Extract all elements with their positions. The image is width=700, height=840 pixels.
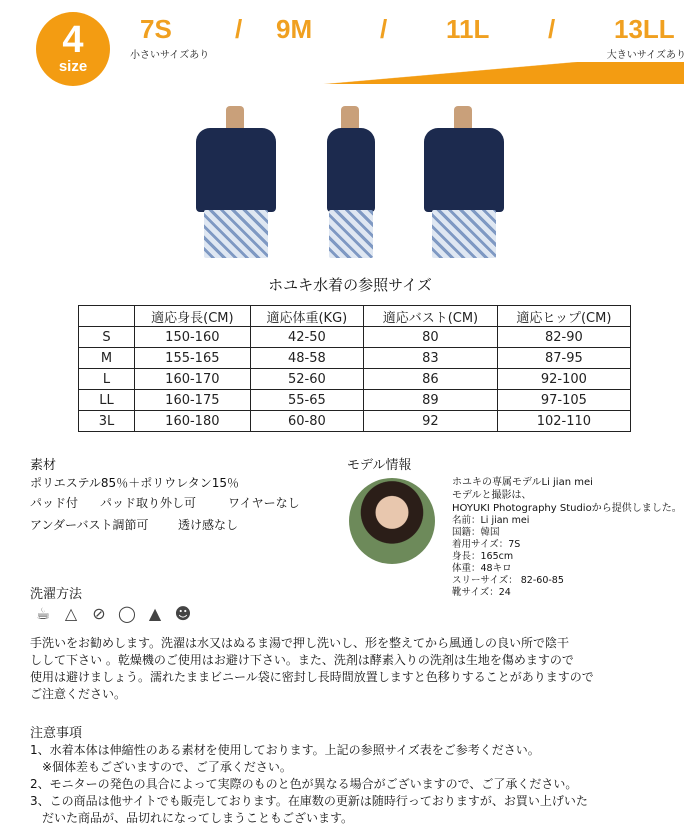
table-row bbox=[79, 369, 631, 390]
size-9m: 9M bbox=[276, 14, 313, 44]
material-feature: アンダーバスト調節可 bbox=[30, 518, 149, 532]
table-cell: 89 bbox=[364, 390, 498, 411]
model-lead: モデルと撮影は、 bbox=[452, 490, 532, 501]
table-header: 適応身長(CM) bbox=[135, 306, 251, 327]
size-7s: 7S bbox=[140, 14, 172, 44]
material-title: 素材 bbox=[30, 458, 57, 473]
notes-line: 1、水着本体は伸縮性のある素材を使用しております。上記の参照サイズ表をご参考ください。 bbox=[30, 743, 540, 757]
table-row bbox=[79, 348, 631, 369]
no-tumble-dry-icon: ⊘ bbox=[92, 604, 106, 623]
model-title: モデル情報 bbox=[347, 458, 412, 473]
table-cell: 60-80 bbox=[250, 411, 363, 432]
table-cell: 160-180 bbox=[135, 411, 251, 432]
table-cell: 160-170 bbox=[135, 369, 251, 390]
table-cell: S bbox=[79, 327, 135, 348]
washing-line: 手洗いをお勧めします。洗濯は水又はぬるま湯で押し洗いし、形を整えてから風通しの良い所で陰干 bbox=[30, 636, 570, 650]
badge-number: 4 bbox=[62, 19, 84, 61]
table-row bbox=[79, 390, 631, 411]
table-cell: LL bbox=[79, 390, 135, 411]
table-cell: M bbox=[79, 348, 135, 369]
table-cell: 55-65 bbox=[250, 390, 363, 411]
size-range bbox=[128, 14, 688, 44]
size-count-badge bbox=[36, 12, 110, 86]
size-11l: 11L bbox=[446, 14, 490, 44]
material-composition: ポリエステル85％＋ポリウレタン15％ bbox=[30, 476, 239, 490]
size-13ll: 13LL bbox=[614, 14, 675, 44]
washing-line: 使用は避けましょう。濡れたままビニール袋に密封し長時間放置しますと色移りすることがありますので bbox=[30, 670, 594, 684]
table-cell: 150-160 bbox=[135, 327, 251, 348]
table-cell: 97-105 bbox=[497, 390, 630, 411]
product-photo-side bbox=[301, 100, 401, 265]
notes-text bbox=[30, 742, 588, 827]
size-table-title: ホユキ水着の参照サイズ bbox=[268, 276, 432, 294]
product-photo-back bbox=[414, 100, 514, 265]
table-cell: 160-175 bbox=[135, 390, 251, 411]
notes-line: 2、モニターの発色の具合によって実際のものと色が異なる場合がございますので、ご了承ください。 bbox=[30, 777, 578, 791]
table-cell: 155-165 bbox=[135, 348, 251, 369]
size-separator: / bbox=[548, 14, 556, 44]
material-feature: パッド取り外し可 bbox=[100, 496, 197, 510]
hand-wash-icon: ☕ bbox=[35, 604, 51, 623]
washing-text bbox=[30, 635, 594, 703]
model-lead: ホユキの専属モデルLi jian mei bbox=[452, 477, 593, 488]
table-header: 適応バスト(CM) bbox=[364, 306, 498, 327]
accent-bar bbox=[128, 62, 684, 84]
model-detail: 名前：Li jian mei bbox=[452, 515, 530, 526]
table-cell: 83 bbox=[364, 348, 498, 369]
table-cell: 42-50 bbox=[250, 327, 363, 348]
washing-line: しして下さい 。乾燥機のご使用はお避け下さい。また、洗剤は酵素入りの洗剤は生地を傷めますので bbox=[30, 653, 574, 667]
size-separator: / bbox=[380, 14, 388, 44]
size-table bbox=[78, 305, 631, 432]
model-detail: スリーサイズ： 82-60-85 bbox=[452, 575, 564, 586]
large-size-note: 大きいサイズあり bbox=[606, 50, 686, 61]
table-cell: 3L bbox=[79, 411, 135, 432]
material-feature: ワイヤーなし bbox=[228, 496, 300, 510]
model-detail: 靴サイズ：24 bbox=[452, 587, 511, 598]
product-photo-front bbox=[186, 100, 286, 265]
no-iron-icon: ▲ bbox=[148, 604, 162, 623]
table-header bbox=[79, 306, 135, 327]
table-cell: 102-110 bbox=[497, 411, 630, 432]
no-bleach-icon: △ bbox=[64, 604, 78, 623]
model-lead: HOYUKI Photography Studioから提供しました。 bbox=[452, 503, 682, 514]
table-header: 適応体重(KG) bbox=[250, 306, 363, 327]
table-cell: 92-100 bbox=[497, 369, 630, 390]
washing-title: 洗濯方法 bbox=[30, 587, 83, 602]
model-detail: 国籍：韓国 bbox=[452, 527, 500, 538]
no-dry-clean-icon: ◯ bbox=[118, 604, 136, 623]
material-feature: 透け感なし bbox=[178, 518, 239, 532]
washing-line: ご注意ください。 bbox=[30, 687, 127, 701]
model-detail: 身長：165cm bbox=[452, 551, 514, 562]
badge-label: size bbox=[58, 58, 88, 75]
table-row bbox=[79, 411, 631, 432]
notes-line: だいた商品が、品切れになってしまうこともございます。 bbox=[30, 811, 354, 825]
notes-line: ※個体差もございますので、ご了承ください。 bbox=[30, 760, 292, 774]
table-row bbox=[79, 327, 631, 348]
table-cell: 82-90 bbox=[497, 327, 630, 348]
table-header: 適応ヒップ(CM) bbox=[497, 306, 630, 327]
small-size-note: 小さいサイズあり bbox=[130, 50, 210, 61]
table-cell: 86 bbox=[364, 369, 498, 390]
table-header-row bbox=[79, 306, 631, 327]
notes-line: 3、この商品は他サイトでも販売しております。在庫数の更新は随時行っておりますが、お買い上げいた bbox=[30, 794, 588, 808]
model-info bbox=[452, 476, 682, 599]
table-cell: 48-58 bbox=[250, 348, 363, 369]
care-icons bbox=[32, 604, 200, 626]
model-avatar bbox=[349, 478, 435, 564]
material-feature: パッド付 bbox=[30, 496, 79, 510]
dry-flat-icon: ☻ bbox=[174, 604, 192, 623]
size-separator: / bbox=[235, 14, 243, 44]
table-cell: 52-60 bbox=[250, 369, 363, 390]
model-detail: 体重：48キロ bbox=[452, 563, 512, 574]
table-cell: L bbox=[79, 369, 135, 390]
table-cell: 80 bbox=[364, 327, 498, 348]
model-detail: 着用サイズ：7S bbox=[452, 539, 521, 550]
table-cell: 87-95 bbox=[497, 348, 630, 369]
notes-title: 注意事項 bbox=[30, 726, 83, 741]
table-cell: 92 bbox=[364, 411, 498, 432]
product-photos bbox=[186, 100, 516, 265]
